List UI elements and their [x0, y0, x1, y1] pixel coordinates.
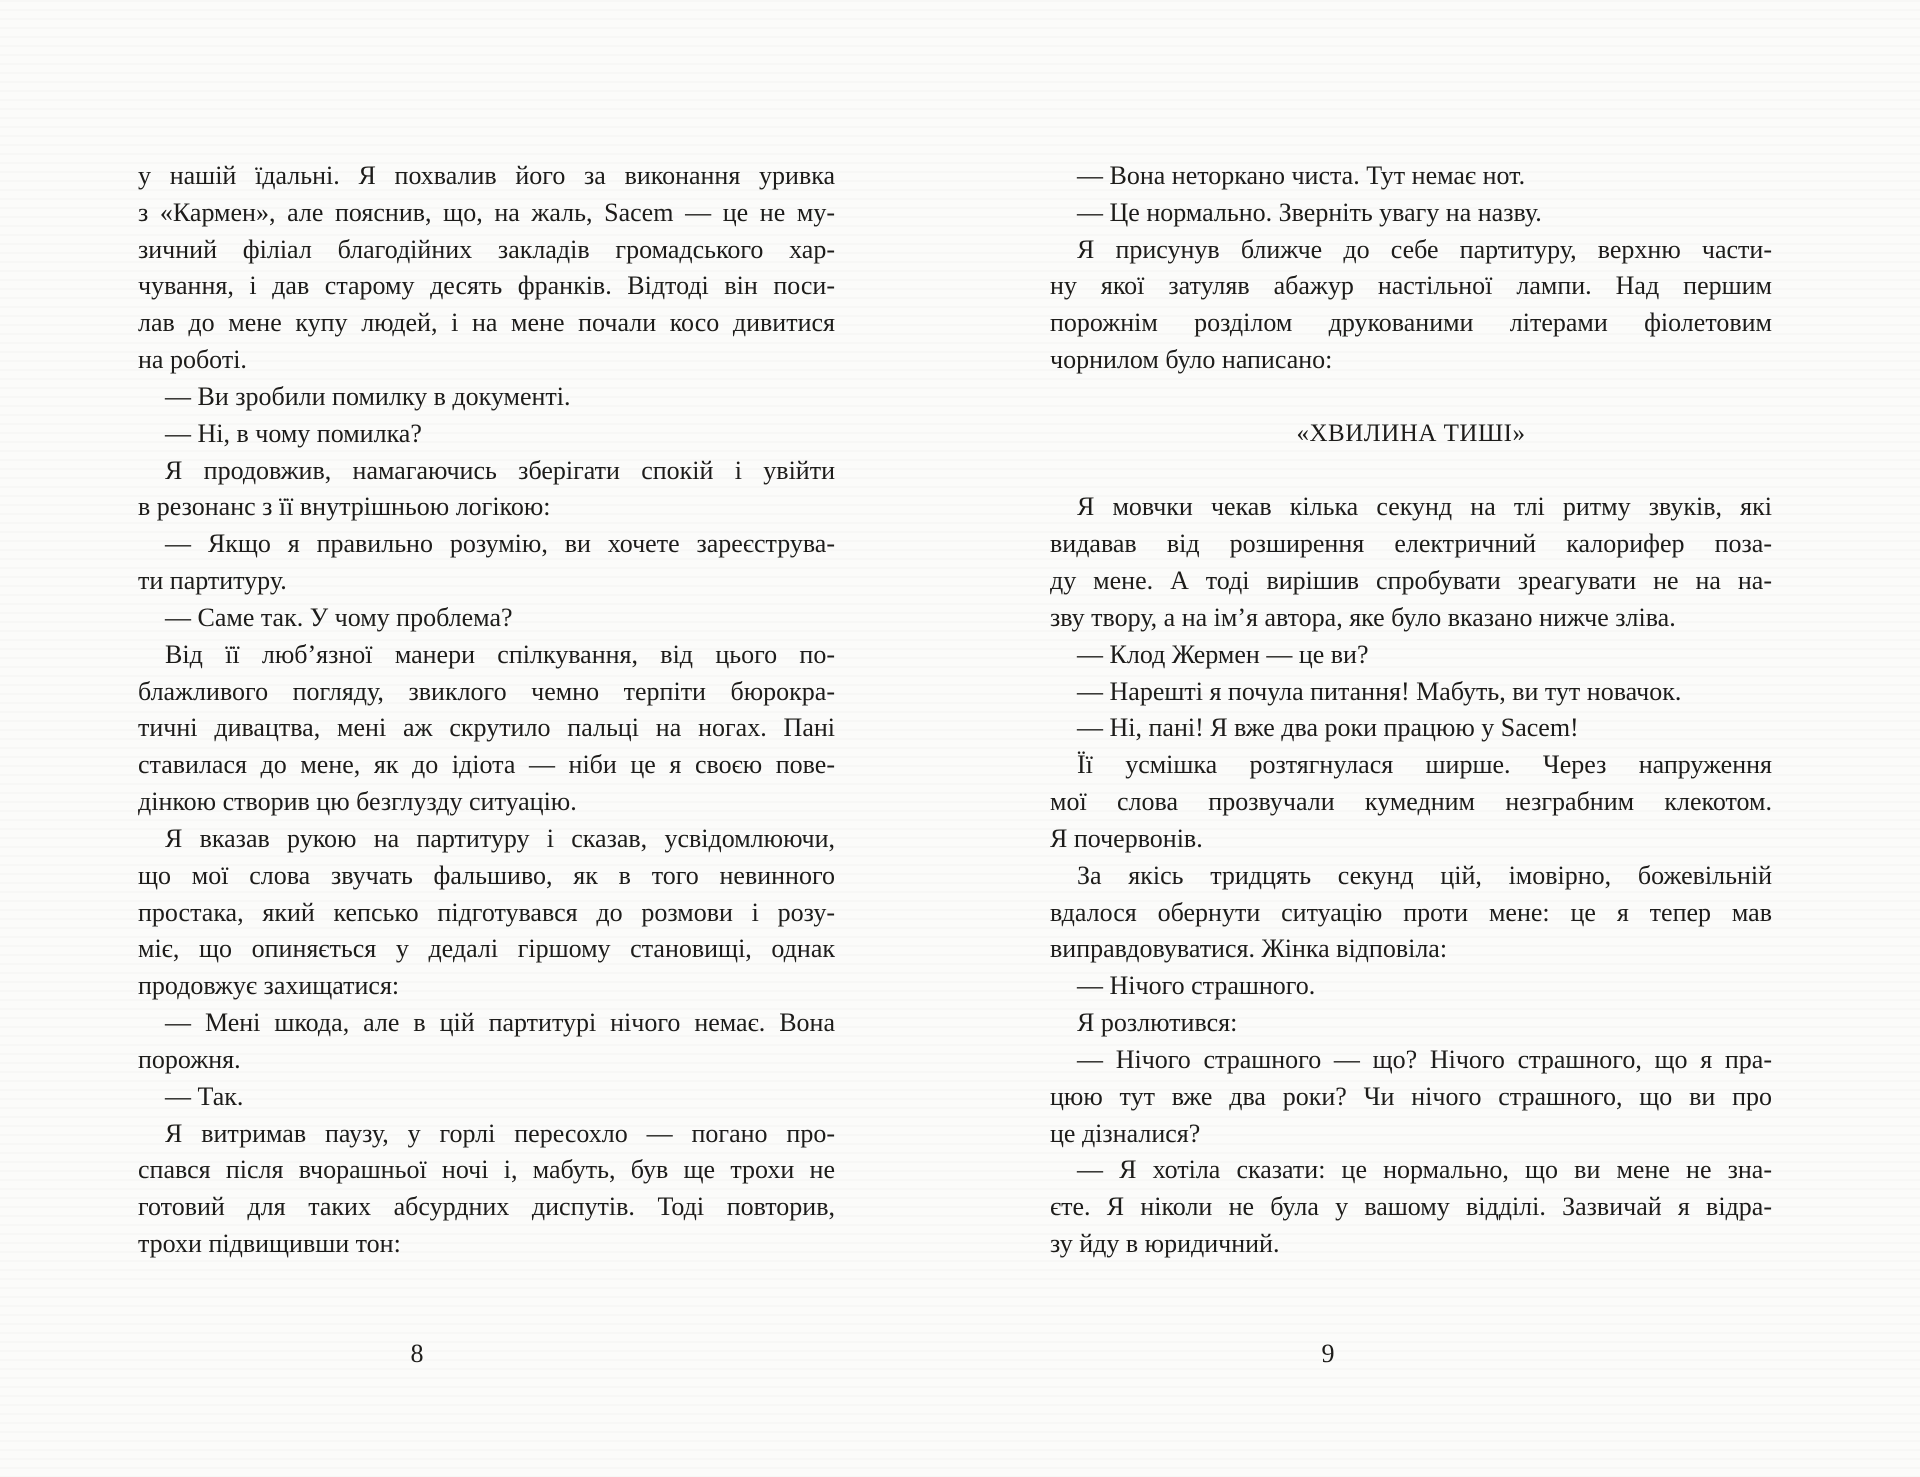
- page-right: [1050, 158, 1772, 1263]
- text-line: ставилася до мене, як до ідіота — ніби це я своєю пове-: [138, 750, 835, 780]
- text-line: Я витримав паузу, у горлі пересохло — погано про-: [165, 1118, 835, 1148]
- text-line: у нашій їдальні. Я похвалив його за виконання уривка: [138, 161, 835, 190]
- text-line: мої слова прозвучали кумедним незграбним клекотом.: [1050, 787, 1772, 817]
- page-left: [138, 158, 835, 1263]
- text-line: видавав від розширення електричний калорифер поза-: [1050, 529, 1772, 559]
- text-line: порожня.: [138, 1044, 241, 1074]
- text-line: — Нарешті я почула питання! Мабуть, ви тут новачок.: [1077, 676, 1682, 706]
- text-line: — Саме так. У чому проблема?: [165, 602, 513, 632]
- text-line: ти партитуру.: [138, 566, 287, 596]
- text-line: що мої слова звучать фальшиво, як в того невинного: [138, 860, 835, 890]
- text-line: — Ні, в чому помилка?: [165, 418, 422, 448]
- text-line: порожнім розділом друкованими літерами фіолетовим: [1050, 308, 1772, 338]
- page-number-left: 8: [410, 1339, 424, 1368]
- text-line: За якісь тридцять секунд цій, імовірно, божевільній: [1077, 860, 1772, 890]
- text-line: простака, який кепсько підготувався до розмови і розу-: [138, 897, 835, 927]
- text-line: ду мене. А тоді вирішив спробувати зреагувати не на на-: [1050, 566, 1772, 596]
- text-line: — Нічого страшного — що? Нічого страшного, що я пра-: [1077, 1044, 1772, 1074]
- text-line: зу йду в юридичний.: [1050, 1229, 1280, 1259]
- text-line: Я вказав рукою на партитуру і сказав, усвідомлюючи,: [165, 823, 835, 853]
- text-line: Я почервонів.: [1050, 823, 1203, 853]
- text-line: спався після вчорашньої ночі і, мабуть, був ще трохи не: [138, 1155, 835, 1185]
- text-line: готовий для таких абсурдних диспутів. Тоді повторив,: [138, 1192, 835, 1222]
- text-line: продовжує захищатися:: [138, 971, 400, 1001]
- text-line: Я продовжив, намагаючись зберігати спокій і увійти: [165, 455, 835, 485]
- text-line: Я мовчки чекав кілька секунд на тлі ритму звуків, які: [1077, 492, 1772, 522]
- text-line: вдалося обернути ситуацію проти мене: це я тепер мав: [1050, 897, 1772, 927]
- text-line: — Вона неторкано чиста. Тут немає нот.: [1077, 161, 1526, 190]
- text-line: чорнилом було написано:: [1050, 345, 1333, 375]
- text-line: цюю тут вже два роки? Чи нічого страшного, що ви про: [1050, 1081, 1772, 1111]
- text-line: Її усмішка розтягнулася ширше. Через напруження: [1077, 750, 1772, 780]
- text-line: ну якої затуляв абажур настільної лампи. Над першим: [1050, 271, 1772, 301]
- text-line: зву твору, а на ім’я автора, яке було вказано нижче зліва.: [1050, 602, 1676, 632]
- text-line: — Ні, пані! Я вже два роки працюю у Sacem!: [1077, 713, 1579, 743]
- text-line: це дізналися?: [1050, 1118, 1201, 1148]
- text-line: — Це нормально. Зверніть увагу на назву.: [1077, 197, 1542, 227]
- text-line: міє, що опиняється у дедалі гіршому становищі, однак: [138, 934, 835, 964]
- text-line: дінкою створив цю безглузду ситуацію.: [138, 787, 577, 817]
- text-line: — Нічого страшного.: [1077, 971, 1316, 1001]
- text-line: виправдовуватися. Жінка відповіла:: [1050, 934, 1448, 964]
- text-line: на роботі.: [138, 345, 247, 375]
- text-line: тичні дивацтва, мені аж скрутило пальці на ногах. Пані: [138, 713, 835, 743]
- text-line: — Клод Жермен — це ви?: [1077, 639, 1369, 669]
- text-line: Я розлютився:: [1077, 1008, 1238, 1038]
- page-number-right: 9: [1321, 1339, 1335, 1368]
- blank-line: [1050, 453, 1772, 490]
- text-line: чування, і дав старому десять франків. Відтоді він поси-: [138, 271, 835, 301]
- text-line: з «Кармен», але пояснив, що, на жаль, Sacem — це не му-: [138, 197, 835, 227]
- text-line: зичний філіал благодійних закладів громадського хар-: [138, 234, 835, 264]
- text-line: блажливого погляду, звиклого чемно терпіти бюрокра-: [138, 676, 835, 706]
- text-line: — Мені шкода, але в цій партитурі нічого немає. Вона: [165, 1008, 835, 1038]
- text-line: в резонанс з її внутрішньою логікою:: [138, 492, 551, 522]
- text-line: лав до мене купу людей, і на мене почали косо дивитися: [138, 308, 835, 338]
- text-line: — Якщо я правильно розумію, ви хочете зареєструва-: [165, 529, 835, 559]
- blank-line: [1050, 379, 1772, 416]
- text-line: трохи підвищивши тон:: [138, 1229, 401, 1259]
- chapter-heading: «ХВИЛИНА ТИШІ»: [1296, 419, 1526, 447]
- text-line: єте. Я ніколи не була у вашому відділі. Зазвичай я відра-: [1050, 1192, 1772, 1222]
- text-line: — Ви зробили помилку в документі.: [165, 381, 571, 411]
- text-line: — Так.: [165, 1081, 244, 1111]
- text-line: Від її люб’язної манери спілкування, від цього по-: [165, 639, 835, 669]
- text-line: — Я хотіла сказати: це нормально, що ви мене не зна-: [1077, 1155, 1772, 1185]
- text-line: Я присунув ближче до себе партитуру, верхню части-: [1077, 234, 1772, 264]
